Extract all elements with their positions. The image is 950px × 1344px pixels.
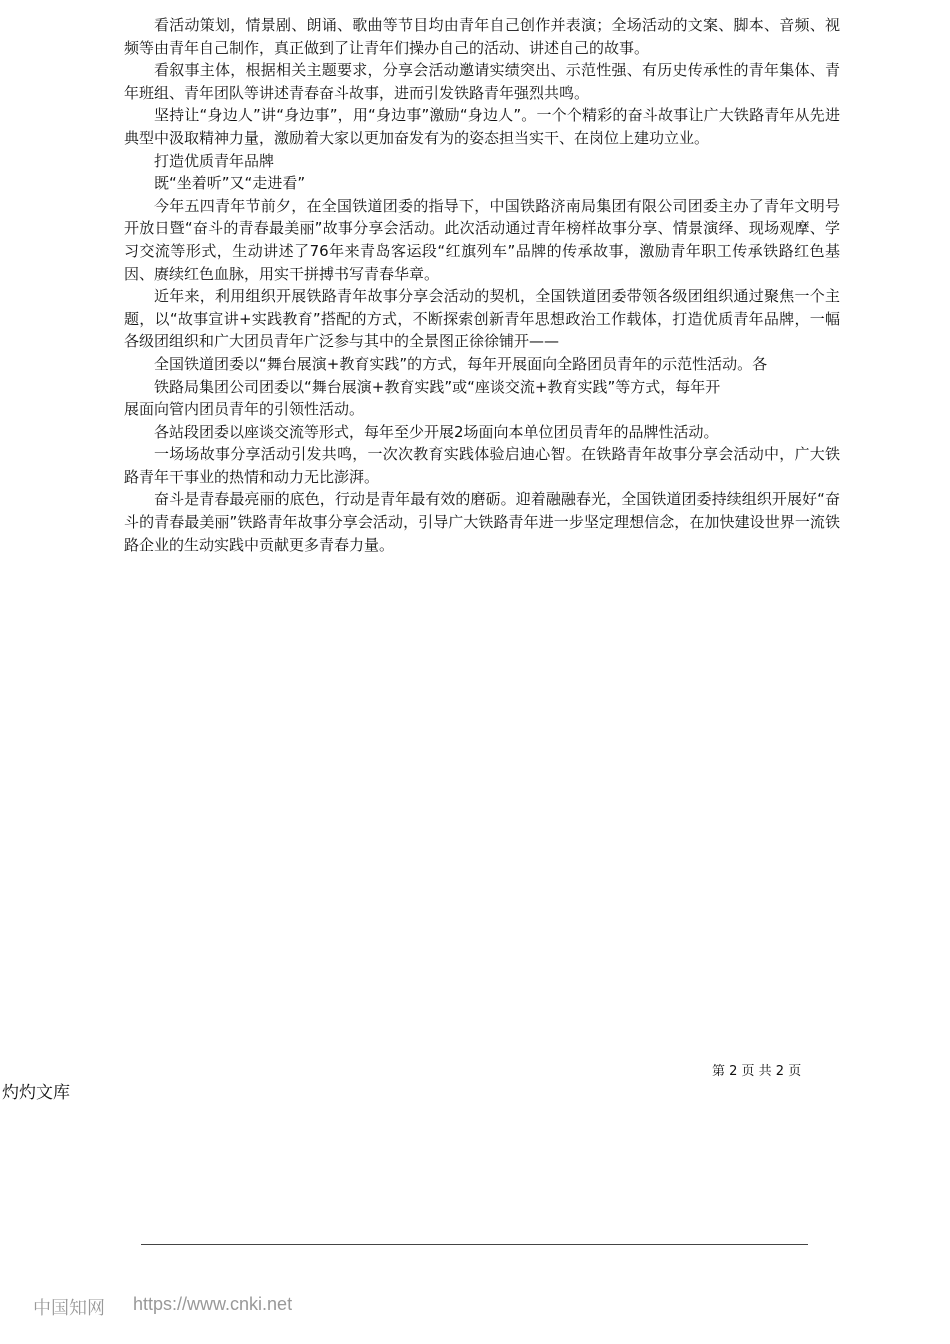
paragraph: 铁路局集团公司团委以“舞台展演+教育实践”或“座谈交流+教育实践”等方式，每年开 (154, 377, 721, 396)
paragraph: 奋斗是青春最亮丽的底色，行动是青年最有效的磨砺。迎着融融春光，全国铁道团委持续组织开展好“奋斗的青春最美丽”铁路青年故事分享会活动，引导广大铁路青年进一步坚定理想信念，在加快建设世界一流铁路企业的生动实践中贡献更多青春力量。 (124, 490, 840, 554)
paragraph: 展面向管内团员青年的引领性活动。 (124, 400, 365, 419)
footer-divider (141, 1244, 808, 1245)
paragraph: 看叙事主体，根据相关主题要求，分享会活动邀请实绩突出、示范性强、有历史传承性的青年集体、青年班组、青年团队等讲述青春奋斗故事，进而引发铁路青年强烈共鸣。 (124, 61, 840, 102)
paragraph: 一场场故事分享活动引发共鸣，一次次教育实践体验启迪心智。在铁路青年故事分享会活动中，广大铁路青年干事业的热情和动力无比澎湃。 (124, 445, 840, 486)
paragraph: 看活动策划，情景剧、朗诵、歌曲等节目均由青年自己创作并表演；全场活动的文案、脚本、音频、视频等由青年自己制作，真正做到了让青年们操办自己的活动、讲述自己的故事。 (124, 16, 840, 57)
section-heading: 打造优质青年品牌 (154, 151, 275, 170)
cnki-logo: 中国知网 (33, 1298, 105, 1319)
paragraph: 近年来，利用组织开展铁路青年故事分享会活动的契机，全国铁道团委带领各级团组织通过聚焦一个主题，以“故事宣讲+实践教育”搭配的方式，不断探索创新青年思想政治工作载体，打造优质青年品牌，一幅各级团组织和广大团员青年广泛参与其中的全景图正徐徐铺开—— (124, 287, 840, 351)
library-watermark: 灼灼文库 (2, 1083, 70, 1103)
paragraph: 全国铁道团委以“舞台展演+教育实践”的方式，每年开展面向全路团员青年的示范性活动。各 (154, 354, 768, 373)
paragraph: 今年五四青年节前夕，在全国铁道团委的指导下，中国铁路济南局集团有限公司团委主办了青年文明号开放日暨“奋斗的青春最美丽”故事分享会活动。此次活动通过青年榜样故事分享、情景演绎、现场观摩、学习交流等形式，生动讲述了76年来青岛客运段“红旗列车”品牌的传承故事，激励青年职工传承铁路红色基因、赓续红色血脉，用实干拼搏书写青春华章。 (124, 196, 841, 283)
section-subheading: 既“坐着听”又“走进看” (154, 174, 306, 193)
article-body (124, 14, 840, 556)
paragraph: 坚持让“身边人”讲“身边事”，用“身边事”激励“身边人”。一个个精彩的奋斗故事让广大铁路青年从先进典型中汲取精神力量，激励着大家以更加奋发有为的姿态担当实干、在岗位上建功立业。 (124, 106, 840, 147)
cnki-url-link[interactable]: https://www.cnki.net (133, 1294, 293, 1314)
page-number: 第 2 页 共 2 页 (712, 1064, 802, 1079)
paragraph: 各站段团委以座谈交流等形式，每年至少开展2场面向本单位团员青年的品牌性活动。 (154, 422, 719, 441)
